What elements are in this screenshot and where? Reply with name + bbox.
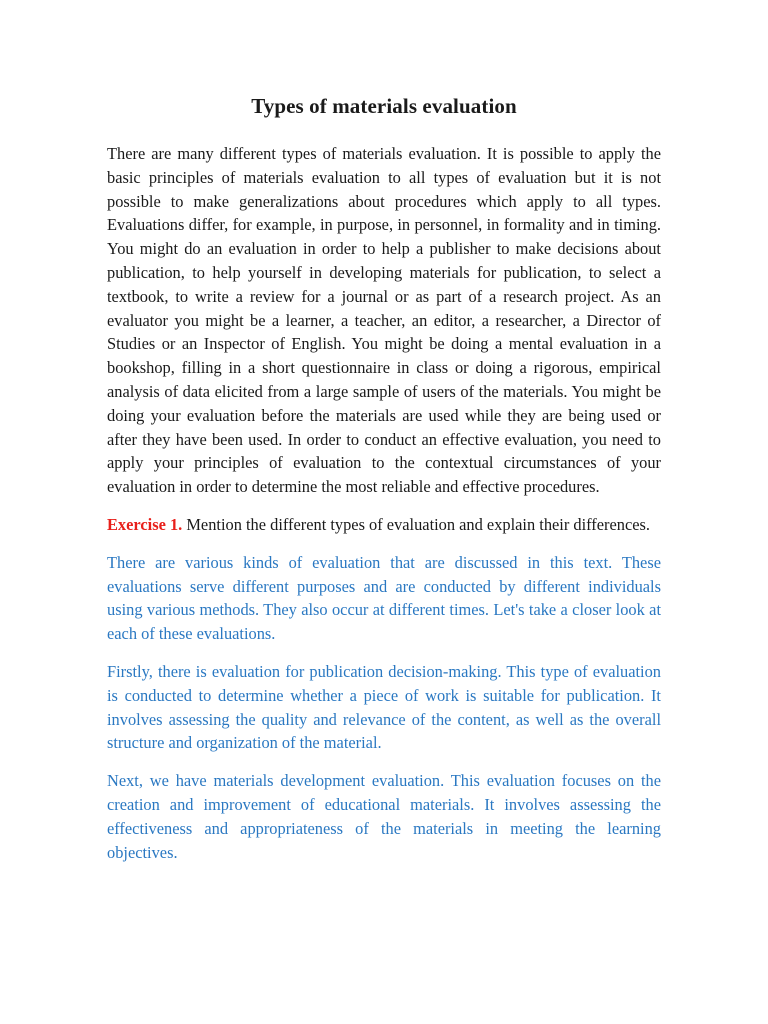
answer-paragraph-2: Firstly, there is evaluation for publication decision-making. This type of evaluation is conducted to determine whether a piece of work is suitable for publication. It involves assessing the quality and relevance of the content, as well as the overall structure and organization of the material.: [107, 661, 661, 753]
answer-paragraph-3: Next, we have materials development evaluation. This evaluation focuses on the creation and improvement of educational materials. It involves assessing the effectiveness and appropriateness of the materials in meeting the learning objectives.: [107, 771, 661, 862]
page-title: Types of materials evaluation: [251, 94, 517, 118]
intro-paragraph: There are many different types of materials evaluation. It is possible to apply the basic principles of materials evaluation to all types of evaluation but it is not possible to make generalizations about procedures which apply to all types. Evaluations differ, for example, in purpose, in personnel, in formality and in timing. You might do an evaluation in order to help a publisher to make decisions about publication, to help yourself in developing materials for publication, to select a textbook, to write a review for a journal or as part of a research project. As an evaluator you might be a learner, a teacher, an editor, a researcher, a Director of Studies or an Inspector of English. You might be doing a mental evaluation in a bookshop, filling in a short questionnaire in class or doing a rigorous, empirical analysis of data elicited from a large sample of users of the materials. You might be doing your evaluation before the materials are used while they are being used or after they have been used. In order to conduct an effective evaluation, you need to apply your principles of evaluation to the contextual circumstances of your evaluation in order to determine the most reliable and effective procedures.: [107, 144, 661, 497]
exercise-prompt: [107, 513, 661, 537]
exercise-text: Mention the different types of evaluation and explain their differences.: [182, 514, 650, 534]
exercise-label: Exercise 1.: [107, 514, 183, 534]
answer-paragraph-1: There are various kinds of evaluation that are discussed in this text. These evaluations serve different purposes and are conducted by different individuals using various methods. They also occur at different times. Let's take a closer look at each of these evaluations.: [107, 552, 661, 644]
